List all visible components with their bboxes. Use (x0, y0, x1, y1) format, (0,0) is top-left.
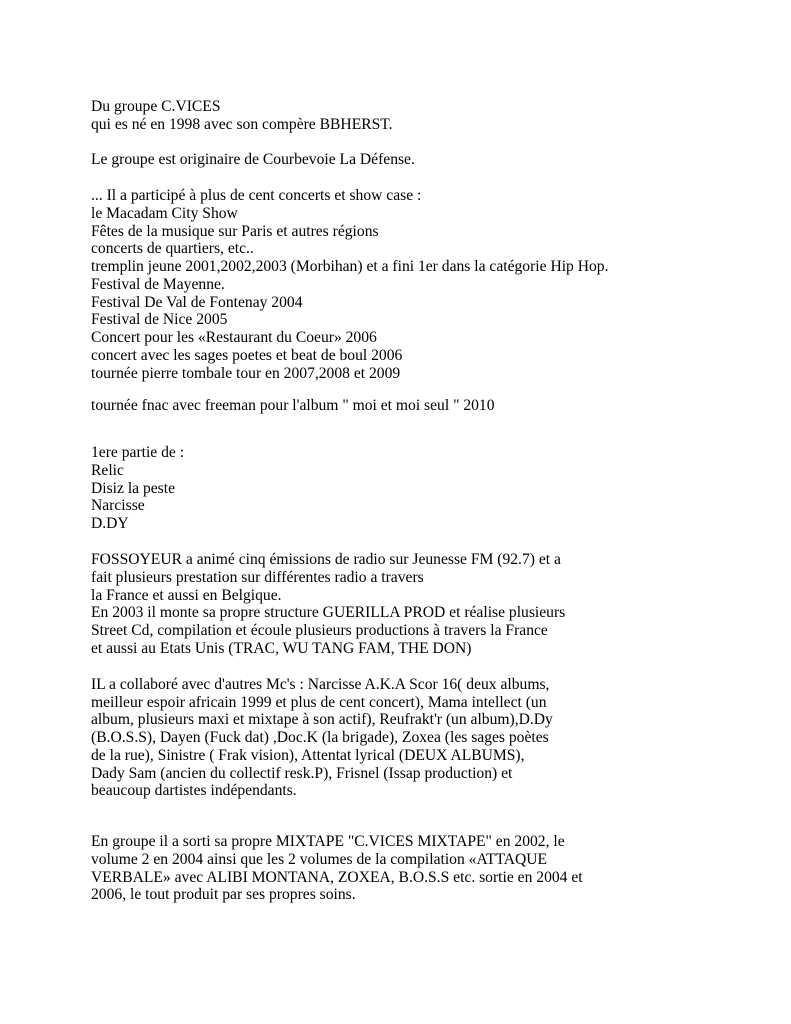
concert-item: tournée pierre tombale tour en 2007,2008 et 2009 (91, 365, 401, 382)
concert-item: concert avec les sages poetes et beat de boul 2006 (91, 347, 403, 364)
collaboration-line: beaucoup dartistes indépendants. (91, 782, 297, 799)
collaboration-line: Dady Sam (ancien du collectif resk.P), Frisnel (Issap production) et (91, 765, 513, 782)
fnac-tour-line: tournée fnac avec freeman pour l'album " moi et moi seul " 2010 (91, 397, 495, 414)
mixtape-line: volume 2 en 2004 ainsi que les 2 volumes de la compilation «ATTAQUE (91, 851, 548, 868)
radio-line: fait plusieurs prestation sur différentes radio a travers (91, 569, 424, 586)
radio-line: et aussi au Etats Unis (TRAC, WU TANG FAM, THE DON) (91, 640, 472, 657)
mixtape-line: En groupe il a sorti sa propre MIXTAPE "C.VICES MIXTAPE" en 2002, le (91, 833, 565, 850)
intro-line-1: Du groupe C.VICES (91, 98, 221, 115)
first-part-artist: Relic (91, 462, 124, 479)
concert-item: concerts de quartiers, etc.. (91, 240, 254, 257)
radio-line: la France et aussi en Belgique. (91, 587, 282, 604)
concert-item: Festival de Nice 2005 (91, 311, 228, 328)
first-part-artist: D.DY (91, 515, 129, 532)
radio-line: En 2003 il monte sa propre structure GUERILLA PROD et réalise plusieurs (91, 604, 566, 621)
mixtape-line: VERBALE» avec ALIBI MONTANA, ZOXEA, B.O.S.S etc. sortie en 2004 et (91, 869, 583, 886)
collaboration-line: IL a collaboré avec d'autres Mc's : Narcisse A.K.A Scor 16( deux albums, (91, 676, 550, 693)
concert-item: Festival de Mayenne. (91, 276, 225, 293)
first-part-artist: Disiz la peste (91, 480, 176, 497)
origin-line: Le groupe est originaire de Courbevoie La Défense. (91, 151, 415, 168)
concert-item: le Macadam City Show (91, 205, 238, 222)
concerts-intro: ... Il a participé à plus de cent concerts et show case : (91, 187, 422, 204)
intro-line-2: qui es né en 1998 avec son compère BBHERST. (91, 116, 393, 133)
concert-item: Festival De Val de Fontenay 2004 (91, 294, 303, 311)
mixtape-line: 2006, le tout produit par ses propres soins. (91, 886, 356, 903)
collaboration-line: meilleur espoir africain 1999 et plus de cent concert), Mama intellect (un (91, 694, 547, 711)
first-parts-heading: 1ere partie de : (91, 444, 185, 461)
radio-line: Street Cd, compilation et écoule plusieurs productions à travers la France (91, 622, 548, 639)
collaboration-line: (B.O.S.S), Dayen (Fuck dat) ,Doc.K (la brigade), Zoxea (les sages poètes (91, 729, 549, 746)
first-part-artist: Narcisse (91, 497, 145, 514)
concert-item: tremplin jeune 2001,2002,2003 (Morbihan) et a fini 1er dans la catégorie Hip Hop. (91, 258, 609, 275)
collaboration-line: album, plusieurs maxi et mixtape à son actif), Reufrakt'r (un album),D.Dy (91, 711, 553, 728)
concert-item: Concert pour les «Restaurant du Coeur» 2006 (91, 329, 377, 346)
collaboration-line: de la rue), Sinistre ( Frak vision), Attentat lyrical (DEUX ALBUMS), (91, 747, 525, 764)
radio-line: FOSSOYEUR a animé cinq émissions de radio sur Jeunesse FM (92.7) et a (91, 551, 561, 568)
concert-item: Fêtes de la musique sur Paris et autres régions (91, 223, 379, 240)
